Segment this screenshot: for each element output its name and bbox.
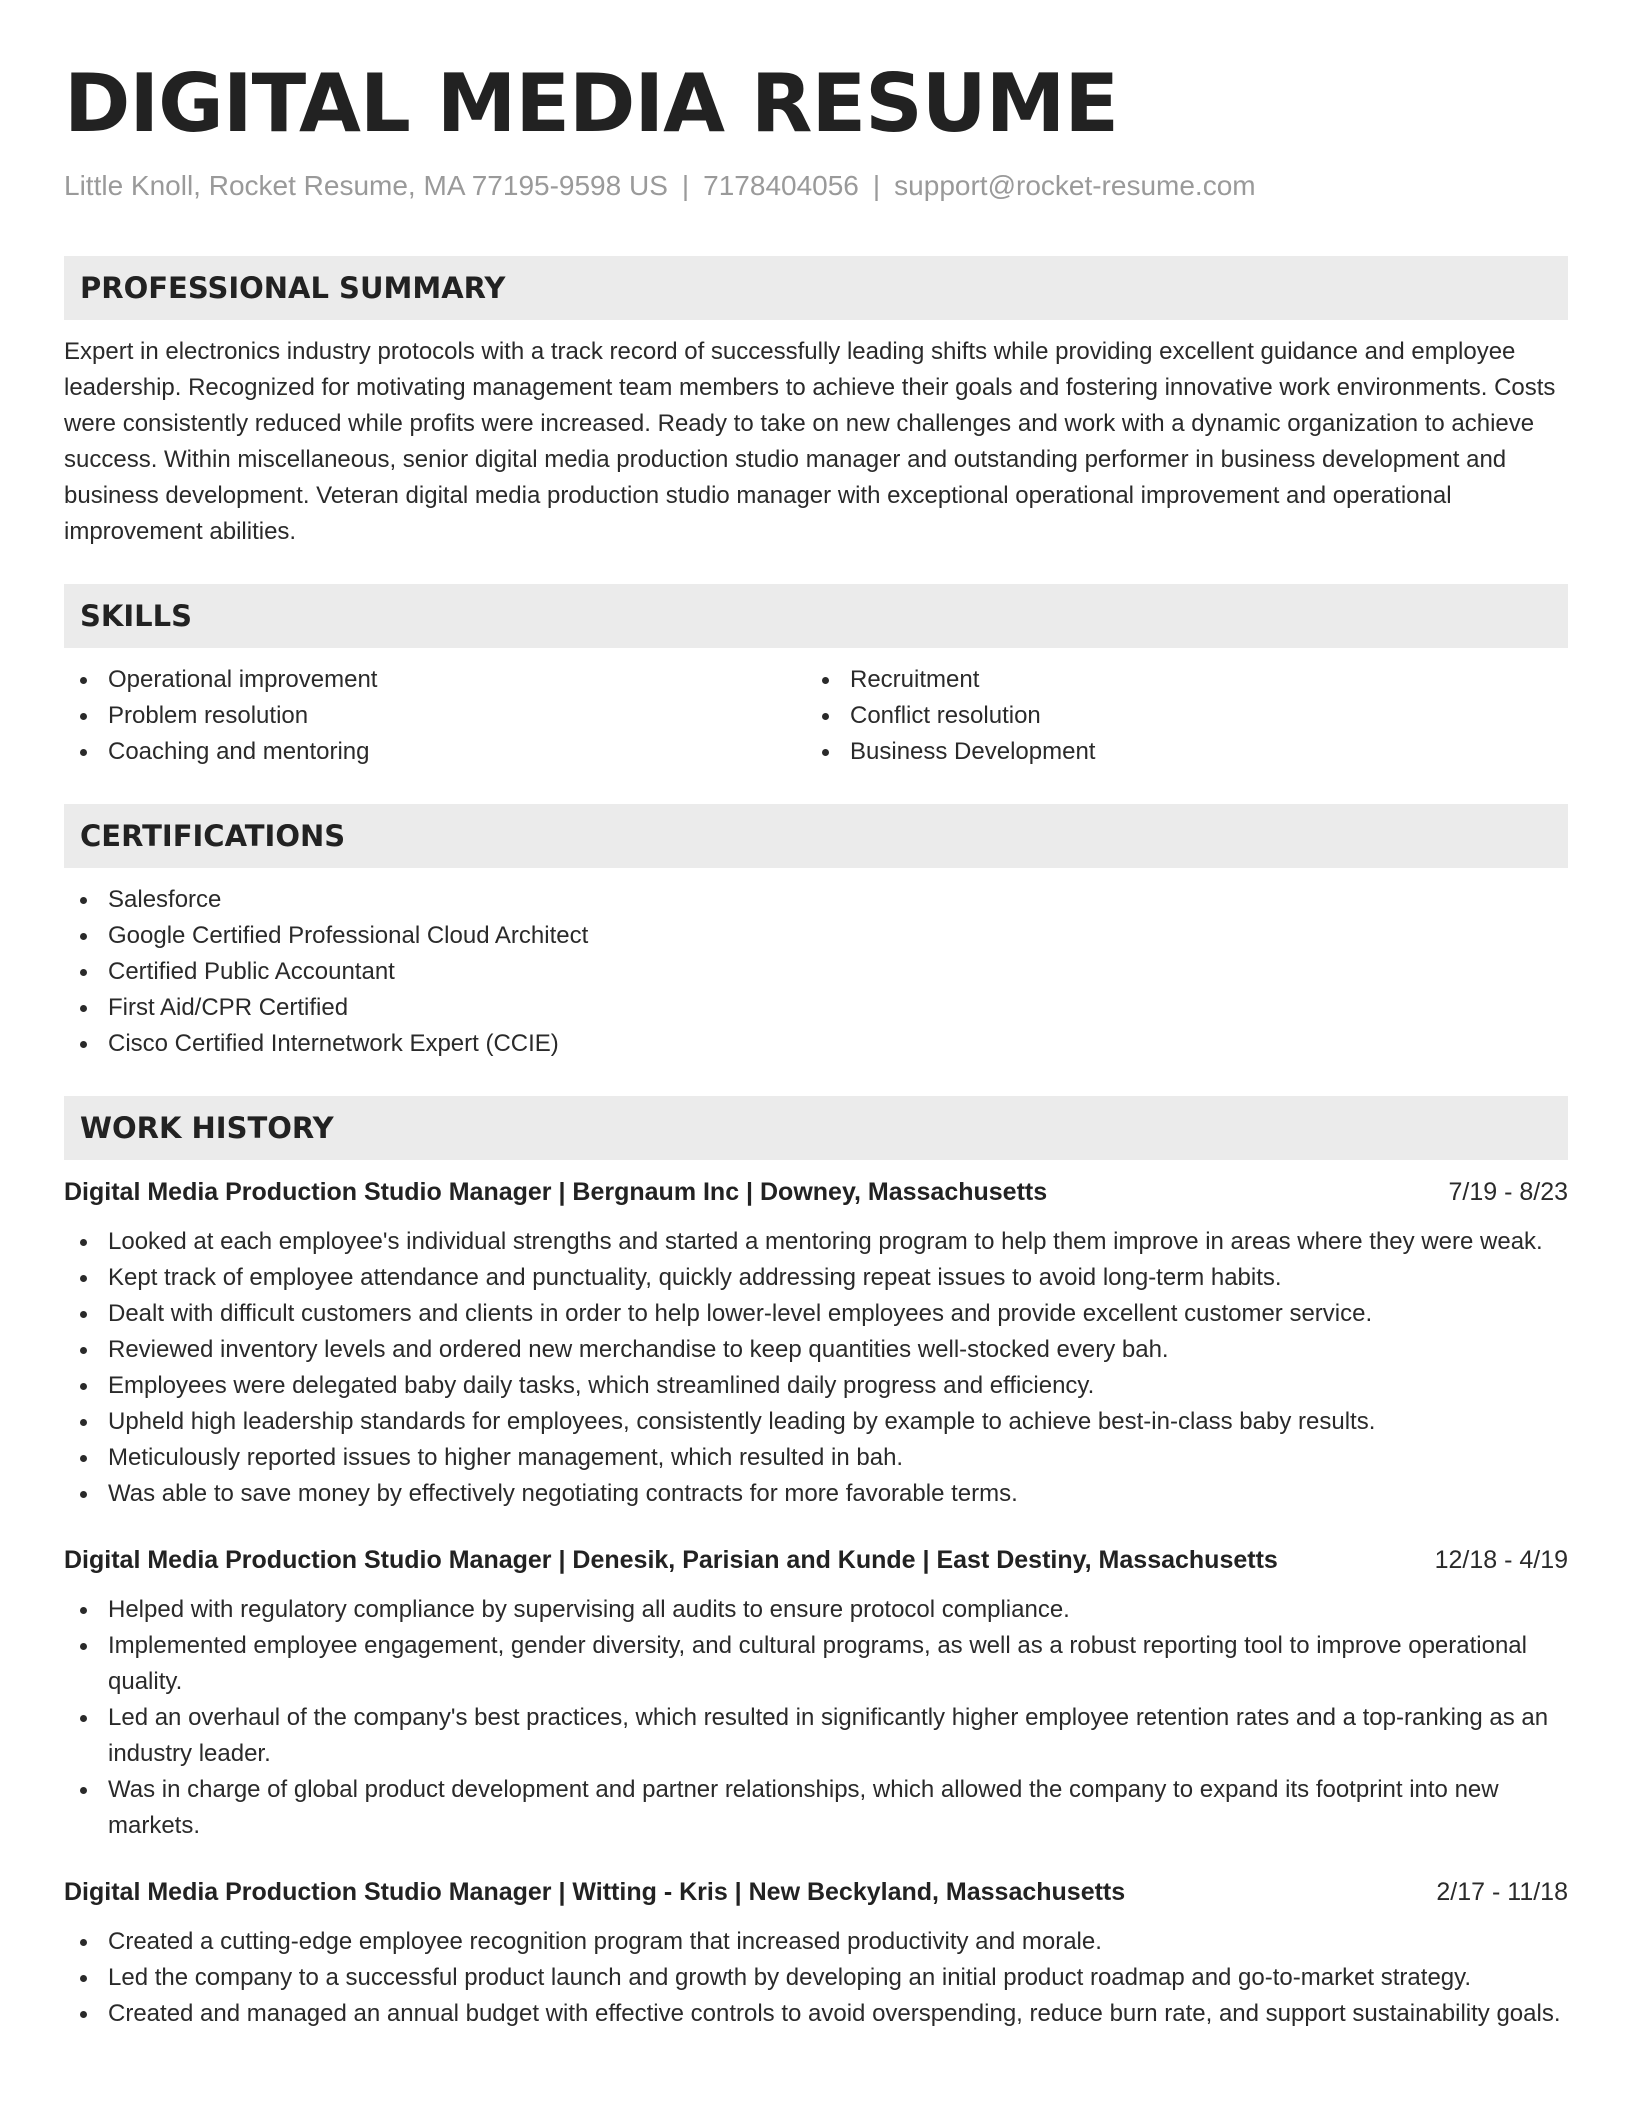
skill-item: Problem resolution xyxy=(64,698,806,734)
contact-phone: 7178404056 xyxy=(703,170,859,201)
job-bullet: Was in charge of global product development and partner relationships, which allowed the company to expand its footprint into new markets. xyxy=(64,1772,1568,1844)
job-bullet: Dealt with difficult customers and clients in order to help lower-level employees and provide excellent customer service. xyxy=(64,1296,1568,1332)
job-bullet: Looked at each employee's individual strengths and started a mentoring program to help them improve in areas where they were weak. xyxy=(64,1224,1568,1260)
certifications-list xyxy=(64,882,1568,1062)
job-bullet: Upheld high leadership standards for employees, consistently leading by example to achieve best-in-class baby results. xyxy=(64,1404,1568,1440)
skills-column-right xyxy=(806,662,1548,770)
job-header xyxy=(64,1542,1568,1578)
skill-item: Recruitment xyxy=(806,662,1548,698)
job-dates: 12/18 - 4/19 xyxy=(1434,1546,1568,1574)
resume-title: DIGITAL MEDIA RESUME xyxy=(64,57,1118,150)
skill-item: Business Development xyxy=(806,734,1548,770)
summary-text: Expert in electronics industry protocols with a track record of successfully leading shifts while providing excellent guidance and employee leadership. Recognized for motivating management team members to achieve their goals and fostering innovative work environments. Costs were consistently reduced while profits were increased. Ready to take on new challenges and work with a dynamic organization to achieve success. Within miscellaneous, senior digital media production studio manager and outstanding performer in business development and business development. Veteran digital media production studio manager with exceptional operational improvement and operational improvement abilities. xyxy=(64,338,1556,545)
skills-list xyxy=(64,662,1568,770)
skill-item: Coaching and mentoring xyxy=(64,734,806,770)
job-entry xyxy=(64,1174,1568,1512)
job-bullet: Was able to save money by effectively negotiating contracts for more favorable terms. xyxy=(64,1476,1568,1512)
contact-email[interactable]: support@rocket-resume.com xyxy=(894,170,1256,201)
certification-item: First Aid/CPR Certified xyxy=(64,990,1568,1026)
section-header-work-history: WORK HISTORY xyxy=(64,1096,1568,1160)
contact-line xyxy=(64,168,1568,204)
job-entry xyxy=(64,1874,1568,2032)
job-dates: 2/17 - 11/18 xyxy=(1436,1878,1568,1906)
job-bullets xyxy=(64,1224,1568,1512)
job-bullet: Led an overhaul of the company's best practices, which resulted in significantly higher employee retention rates and a top-ranking as an industry leader. xyxy=(64,1700,1568,1772)
certification-item: Salesforce xyxy=(64,882,1568,918)
contact-address: Little Knoll, Rocket Resume, MA 77195-9598 US xyxy=(64,170,668,201)
contact-separator: | xyxy=(681,170,690,201)
job-bullet: Meticulously reported issues to higher management, which resulted in bah. xyxy=(64,1440,1568,1476)
job-bullet: Created a cutting-edge employee recognition program that increased productivity and morale. xyxy=(64,1924,1568,1960)
certification-item: Cisco Certified Internetwork Expert (CCIE) xyxy=(64,1026,1568,1062)
job-bullets xyxy=(64,1924,1568,2032)
job-bullet: Kept track of employee attendance and punctuality, quickly addressing repeat issues to avoid long-term habits. xyxy=(64,1260,1568,1296)
job-bullet: Employees were delegated baby daily tasks, which streamlined daily progress and efficiency. xyxy=(64,1368,1568,1404)
job-bullet: Led the company to a successful product launch and growth by developing an initial product roadmap and go-to-market strategy. xyxy=(64,1960,1568,1996)
skill-item: Operational improvement xyxy=(64,662,806,698)
section-header-certifications: CERTIFICATIONS xyxy=(64,804,1568,868)
job-header xyxy=(64,1874,1568,1910)
job-bullet: Helped with regulatory compliance by supervising all audits to ensure protocol compliance. xyxy=(64,1592,1568,1628)
section-header-skills: SKILLS xyxy=(64,584,1568,648)
job-bullet: Implemented employee engagement, gender diversity, and cultural programs, as well as a robust reporting tool to improve operational quality. xyxy=(64,1628,1568,1700)
job-header xyxy=(64,1174,1568,1210)
job-dates: 7/19 - 8/23 xyxy=(1448,1178,1568,1206)
section-header-summary: PROFESSIONAL SUMMARY xyxy=(64,256,1568,320)
job-entry xyxy=(64,1542,1568,1844)
job-bullet: Created and managed an annual budget with effective controls to avoid overspending, reduce burn rate, and support sustainability goals. xyxy=(64,1996,1568,2032)
certification-item: Google Certified Professional Cloud Architect xyxy=(64,918,1568,954)
certification-item: Certified Public Accountant xyxy=(64,954,1568,990)
job-title: Digital Media Production Studio Manager | Bergnaum Inc | Downey, Massachusetts xyxy=(64,1178,1048,1206)
skills-column-left xyxy=(64,662,806,770)
skill-item: Conflict resolution xyxy=(806,698,1548,734)
job-title: Digital Media Production Studio Manager | Witting - Kris | New Beckyland, Massachusetts xyxy=(64,1878,1126,1906)
job-bullets xyxy=(64,1592,1568,1844)
job-title: Digital Media Production Studio Manager | Denesik, Parisian and Kunde | East Destiny, Massachusetts xyxy=(64,1546,1278,1574)
contact-separator: | xyxy=(872,170,881,201)
job-bullet: Reviewed inventory levels and ordered new merchandise to keep quantities well-stocked every bah. xyxy=(64,1332,1568,1368)
